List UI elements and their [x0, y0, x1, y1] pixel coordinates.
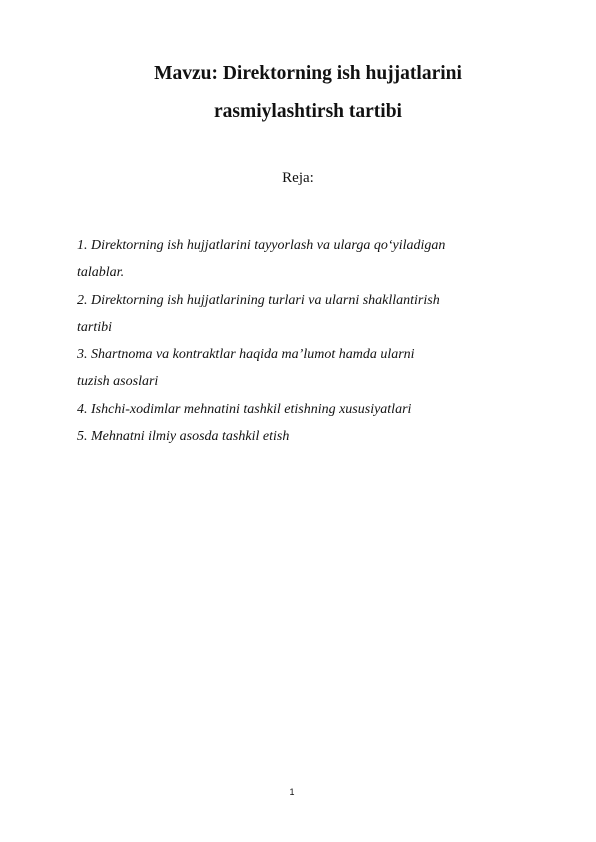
plan-line: 2. Direktorning ish hujjatlarining turlari va ularni shakllantirish: [77, 292, 440, 308]
document-title-line-1: Mavzu: Direktorning ish hujjatlarini: [154, 63, 462, 84]
plan-line: 1. Direktorning ish hujjatlarini tayyorlash va ularga qo‘yiladigan: [77, 238, 446, 253]
plan-line: talablar.: [77, 265, 125, 281]
plan-line: 4. Ishchi-xodimlar mehnatini tashkil etishning xususiyatlari: [77, 401, 412, 417]
plan-line: tartibi: [77, 319, 113, 335]
document-title-line-2: rasmiylashtirsh tartibi: [214, 101, 402, 122]
plan-heading: Reja:: [282, 170, 314, 186]
plan-line: 3. Shartnoma va kontraktlar haqida ma’lumot hamda ularni: [77, 347, 415, 363]
plan-list: [77, 232, 537, 450]
page-number: 1: [289, 787, 295, 797]
plan-line: tuzish asoslari: [77, 374, 159, 390]
plan-line: 5. Mehnatni ilmiy asosda tashkil etish: [77, 429, 290, 445]
